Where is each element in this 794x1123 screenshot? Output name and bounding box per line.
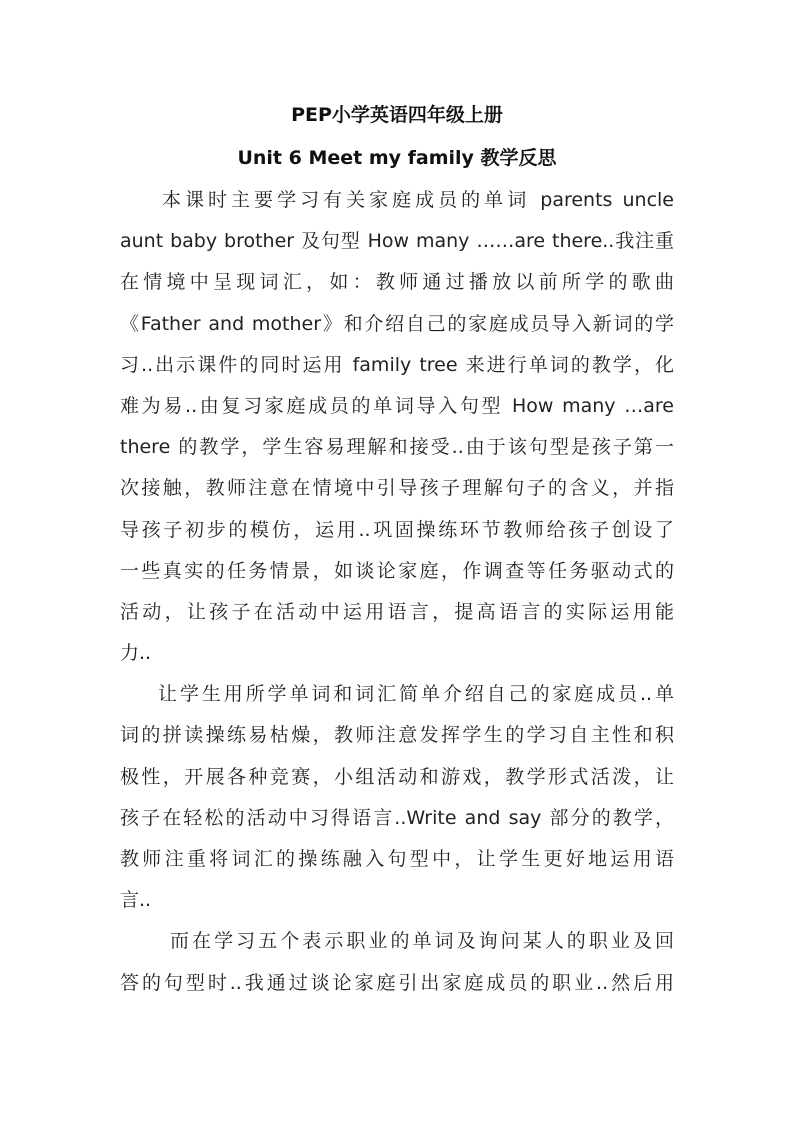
paragraph-2-line: 言.. bbox=[120, 889, 152, 912]
paragraph-1-line: 难为易..由复习家庭成员的单词导入句型 How many …are bbox=[120, 394, 674, 417]
paragraph-2-line: 孩子在轻松的活动中习得语言..Write and say 部分的教学， bbox=[120, 806, 674, 829]
paragraph-2-line: 教师注重将词汇的操练融入句型中，让学生更好地运用语 bbox=[120, 848, 674, 870]
paragraph-1-line: 活动，让孩子在活动中运用语言，提高语言的实际运用能 bbox=[120, 600, 674, 623]
paragraph-1-line: 次接触，教师注意在情境中引导孩子理解句子的含义，并指 bbox=[120, 477, 674, 500]
paragraph-1-line: 习..出示课件的同时运用 family tree 来进行单词的教学，化 bbox=[120, 353, 674, 376]
paragraph-1-line: there 的教学，学生容易理解和接受..由于该句型是孩子第一 bbox=[120, 436, 674, 459]
document-body bbox=[120, 180, 674, 1004]
paragraph-3-line: 而在学习五个表示职业的单词及询问某人的职业及回 bbox=[170, 930, 674, 953]
paragraph-3-line: 答的句型时..我通过谈论家庭引出家庭成员的职业..然后用 bbox=[120, 971, 674, 994]
paragraph-2-line: 极性，开展各种竞赛，小组活动和游戏，教学形式活泼，让 bbox=[120, 765, 674, 788]
paragraph-2-line: 让学生用所学单词和词汇简单介绍自己的家庭成员..单 bbox=[158, 683, 674, 706]
paragraph-2-line: 词的拼读操练易枯燥，教师注意发挥学生的学习自主性和积 bbox=[120, 724, 674, 747]
document-subtitle: Unit 6 Meet my family 教学反思 bbox=[237, 147, 557, 169]
paragraph-1-line: 导孩子初步的模仿，运用..巩固操练环节教师给孩子创设了 bbox=[120, 518, 674, 541]
paragraph-1-line: 一些真实的任务情景，如谈论家庭，作调查等任务驱动式的 bbox=[120, 559, 674, 582]
paragraph-1-line: 力.. bbox=[120, 642, 152, 665]
document-title: PEP小学英语四年级上册 bbox=[291, 104, 503, 126]
paragraph-1-line: 《Father and mother》和介绍自己的家庭成员导入新词的学 bbox=[120, 312, 674, 335]
paragraph-1-line: 本课时主要学习有关家庭成员的单词 parents uncle bbox=[162, 189, 674, 211]
paragraph-1-line: aunt baby brother 及句型 How many ……are there..我注重 bbox=[120, 230, 674, 253]
paragraph-1-line: 在情境中呈现词汇，如：教师通过播放以前所学的歌曲 bbox=[120, 271, 674, 294]
